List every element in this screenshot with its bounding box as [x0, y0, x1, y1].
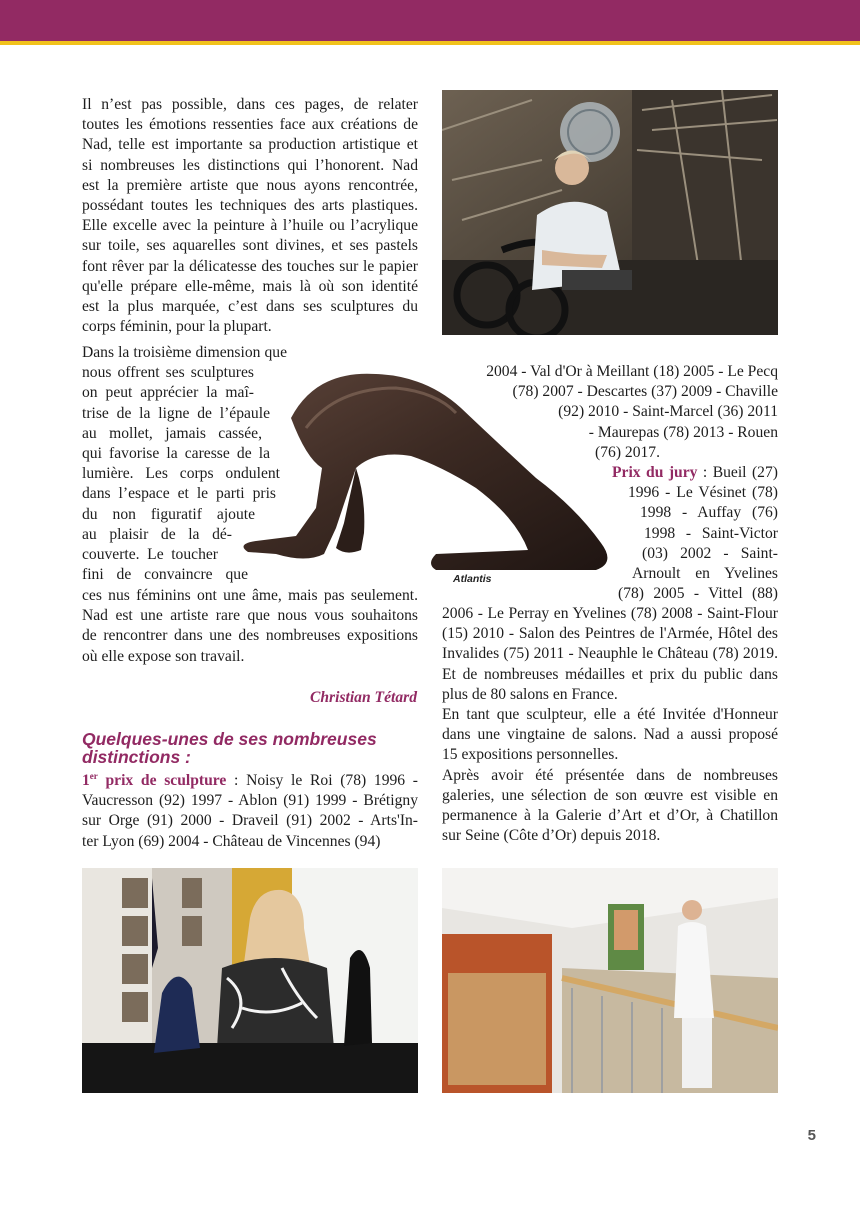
text-line: (78) 2005 - Vittel (88)	[618, 585, 778, 603]
text-line: dans l’espace et le parti pris	[82, 485, 276, 503]
text-line: si nombreuses les distinctions qui l’honorent. Nad	[82, 156, 418, 174]
text-line: (92) 2010 - Saint-Marcel (36) 2011	[558, 403, 778, 421]
text-line: qu'elle prépare elle-même, mais là où son identité	[82, 277, 418, 295]
text-line: (76) 2017.	[595, 443, 660, 461]
text-line: Vaucresson (92) 1997 - Ablon (91) 1999 - Brétigny	[82, 792, 418, 810]
author-signature: Christian Tétard	[309, 689, 417, 706]
text-line: toutes les émotions ressenties face aux créations de	[82, 116, 418, 134]
page-number: 5	[807, 1127, 816, 1144]
jury-paragraph	[612, 463, 778, 604]
text-line: dans une vingtaine de salons. Nad a aussi proposé	[442, 726, 778, 744]
heading-line: distinctions :	[82, 746, 191, 767]
workshop-photo	[442, 90, 778, 335]
text-line: de rencontrer dans une des nombreuses expositions	[82, 627, 418, 645]
text-line: sur Orge (91) 2000 - Draveil (91) 2002 - Arts'In-	[82, 812, 418, 830]
text-line: Il n’est pas possible, dans ces pages, de relater	[82, 96, 418, 113]
text-line: 15 expositions personnelles.	[442, 746, 619, 764]
text-line: au mollet, jamais cassée,	[82, 424, 262, 442]
distinctions-heading	[82, 731, 418, 766]
text-line: Elle excelle avec la peinture à l’huile ou l’acrylique	[82, 217, 418, 235]
easel-illustration	[442, 868, 778, 1093]
jury-label: Prix du jury	[612, 464, 698, 481]
text-line: couverte. Le toucher	[82, 546, 218, 564]
sculpture-image	[236, 358, 631, 580]
text-line: Arnoult en Yvelines	[632, 565, 778, 583]
text-line: permanence à la Galerie d’Art et d’Or, à Chatillon	[442, 807, 778, 825]
header-stripe	[0, 41, 860, 45]
text-line: 1998 - Saint-Victor	[644, 524, 778, 542]
text-line: ter Lyon (69) 2004 - Château de Vincennes (94)	[82, 832, 381, 850]
text-line: Après avoir été présentée dans de nombreuses	[442, 766, 778, 784]
text-line: Nad est une artiste rare que nous vous souhaitons	[82, 607, 418, 625]
text-line: sur toile, ses aquarelles sont divines, et ses pastels	[82, 237, 418, 255]
text-line: - Maurepas (78) 2013 - Rouen	[588, 423, 778, 441]
text-line: plus de 80 salons en France.	[442, 685, 618, 703]
text-line: est la première artiste que nous ayons rencontrée,	[82, 176, 418, 194]
text-line: 1er prix de sculpture : Noisy le Roi (78) 1996 -	[82, 770, 418, 789]
text-line: fini de convaincre que	[82, 566, 248, 584]
text-line: au plaisir de la dé-	[82, 525, 232, 543]
text-line: (78) 2007 - Descartes (37) 2009 - Chaville	[512, 383, 778, 401]
artist-painting-photo	[442, 868, 778, 1093]
text-line: lumière. Les corps ondulent	[82, 465, 280, 483]
text-line: Invalides (75) 2011 - Neauphle le Château (78) 2019.	[442, 645, 778, 663]
sculpture-illustration	[236, 358, 631, 580]
first-prize-paragraph	[82, 771, 418, 852]
text-line: 2004 - Val d'Or à Meillant (18) 2005 - Le Pecq	[486, 363, 778, 380]
text-line: sur Seine (Côte d’Or) depuis 2018.	[442, 827, 661, 845]
artist-portrait-photo	[82, 868, 418, 1093]
text-line: En tant que sculpteur, elle a été Invitée d'Honneur	[442, 706, 778, 724]
text-line: est la plus marquée, c’est dans ses sculptures du	[82, 298, 418, 316]
continuation-paragraph	[82, 586, 418, 667]
text-line: possédant toutes les techniques des arts plastiques.	[82, 197, 418, 215]
text-line: on peut apprécier la maî-	[82, 384, 254, 402]
text-line: galeries, une sélection de son œuvre est visible en	[442, 786, 778, 804]
text-line: (03) 2002 - Saint-	[642, 544, 778, 562]
text-line: Nad, telle est importante sa production artistique et	[82, 136, 418, 154]
text-line: Et de nombreuses médailles et prix du public dans	[442, 665, 778, 683]
right-full-paragraph	[442, 604, 778, 846]
sculpture-caption: Atlantis	[453, 573, 492, 585]
text-line: du non figuratif ajoute	[82, 505, 255, 523]
header-band	[0, 0, 860, 41]
text-line: trise de la ligne de l’épaule	[82, 404, 270, 422]
text-line: 1998 - Auffay (76)	[640, 504, 778, 522]
workshop-illustration	[442, 90, 778, 335]
text-line: ces nus féminins ont une âme, mais pas seulement.	[82, 587, 418, 604]
text-line: font rêver par la délicatesse des touches sur le papier	[82, 257, 418, 275]
text-line: 1996 - Le Vésinet (78)	[628, 484, 778, 502]
first-prize-label: 1er prix de sculpture	[82, 770, 227, 789]
text-line: Dans la troisième dimension que	[82, 344, 287, 361]
text-line: Prix du jury : Bueil (27)	[612, 464, 778, 481]
intro-paragraph	[82, 95, 418, 337]
text-line: 2006 - Le Perray en Yvelines (78) 2008 - Saint-Flour	[442, 605, 778, 622]
heading-line: Quelques-unes de ses nombreuses	[82, 729, 377, 749]
text-line: (15) 2010 - Salon des Peintres de l'Armée, Hôtel des	[442, 625, 778, 643]
portrait-illustration	[82, 868, 418, 1093]
text-line: nous offrent ses sculptures	[82, 364, 254, 382]
text-line: qui favorise la caresse de la	[82, 445, 270, 463]
text-line: où elle expose son travail.	[82, 647, 245, 665]
text-line: corps féminin, pour la plupart.	[82, 318, 272, 336]
